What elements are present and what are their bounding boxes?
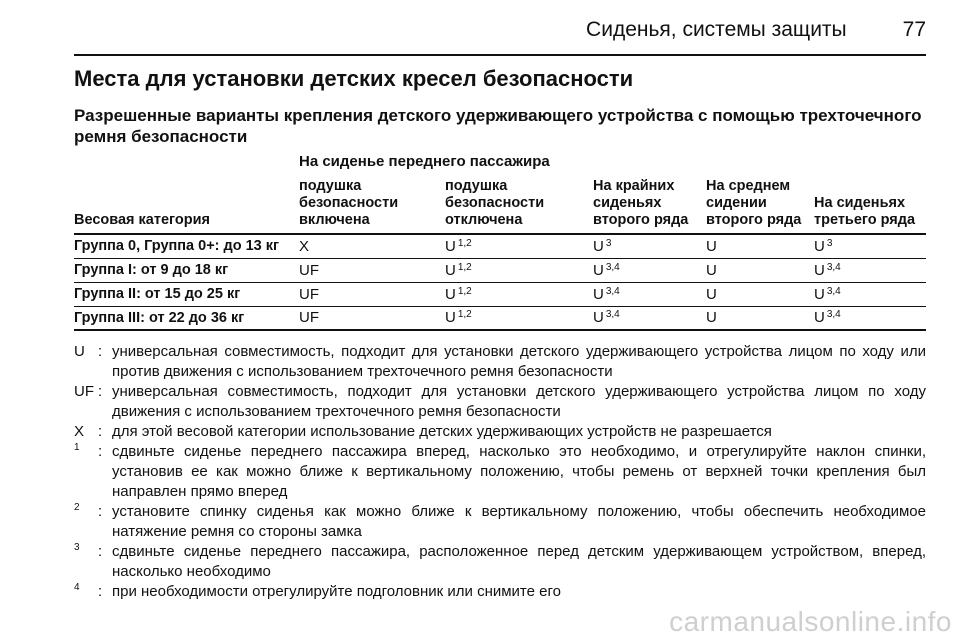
compatibility-cell xyxy=(593,234,706,258)
legend-text: сдвиньте сиденье переднего пассажира вперед, насколько это необходимо, и отрегулируйте наклон спинки, установив ее как можно ближе к вертикальному положению, чтобы ремень от верхней точки крепления был направлен прямо вперед xyxy=(112,443,926,500)
column-header-middle-second-row: На среднем сидении второго ряда xyxy=(706,178,802,228)
page-number: 77 xyxy=(902,18,926,41)
compatibility-cell xyxy=(299,282,445,306)
weight-category-cell: Группа III: от 22 до 36 кг xyxy=(74,309,245,326)
legend-note xyxy=(74,502,926,542)
legend-text: установите спинку сиденья как можно ближе к вертикальному положению, чтобы обеспечить необходимое натяжение ремня со стороны замка xyxy=(112,503,926,540)
compatibility-cell xyxy=(706,258,814,282)
legend-separator: : xyxy=(98,543,103,560)
section-title: Места для установки детских кресел безопасности xyxy=(74,66,634,91)
legend-note xyxy=(74,382,926,422)
watermark: carmanualsonline.info xyxy=(669,606,952,637)
legend-text: сдвиньте сиденье переднего пассажира, расположенное перед детским удерживающем устройством, вперед, насколько необходимо xyxy=(112,543,926,580)
compatibility-cell xyxy=(299,234,445,258)
legend-key-label: 1 xyxy=(74,442,80,453)
compatibility-cell xyxy=(706,282,814,306)
column-header-airbag-on: подушка безопасности включена xyxy=(299,178,399,228)
compatibility-cell xyxy=(593,306,706,330)
compatibility-code: U xyxy=(593,237,604,255)
legend-notes xyxy=(74,342,926,602)
compatibility-code: U xyxy=(445,237,456,255)
legend-key-label: X xyxy=(74,423,85,440)
table-row xyxy=(74,234,926,258)
weight-category-cell: Группа I: от 9 до 18 кг xyxy=(74,262,229,278)
compatibility-cell xyxy=(814,234,926,258)
compatibility-code: U xyxy=(814,309,825,327)
compatibility-cell xyxy=(445,258,593,282)
table-group-header: На сиденье переднего пассажира xyxy=(299,153,550,170)
compatibility-code: U xyxy=(814,237,825,255)
legend-key xyxy=(74,382,98,422)
legend-separator: : xyxy=(98,503,103,520)
compatibility-code: U xyxy=(445,261,456,279)
legend-key-label: 3 xyxy=(74,542,80,553)
compatibility-cell xyxy=(593,258,706,282)
table-row xyxy=(74,282,926,306)
legend-text: универсальная совместимость, подходит для установки детского удерживающего устройства лицом по ходу движения с использованием трехточечного ремня безопасности xyxy=(112,383,926,420)
legend-separator: : xyxy=(98,423,103,440)
footnote-ref: 3,4 xyxy=(605,285,620,297)
compatibility-code: U xyxy=(706,285,717,303)
compatibility-code: U xyxy=(814,261,825,279)
legend-key-label: 2 xyxy=(74,502,80,513)
compatibility-cell xyxy=(814,282,926,306)
legend-separator: : xyxy=(98,443,103,460)
legend-key xyxy=(74,502,98,542)
legend-note xyxy=(74,542,926,582)
footnote-ref: 3,4 xyxy=(605,309,620,321)
compatibility-cell xyxy=(706,306,814,330)
compatibility-cell xyxy=(445,234,593,258)
compatibility-code: U xyxy=(445,309,456,327)
compatibility-cell xyxy=(593,282,706,306)
footnote-ref: 3,4 xyxy=(826,309,841,321)
legend-text: универсальная совместимость, подходит для установки детского удерживающего устройства лицом по ходу или против движения с использованием трехточечного ремня безопасности xyxy=(112,343,926,380)
compatibility-cell xyxy=(445,282,593,306)
compatibility-code: UF xyxy=(299,285,319,303)
compatibility-code: UF xyxy=(299,309,319,327)
legend-key-label: U xyxy=(74,343,85,360)
footnote-ref: 1,2 xyxy=(457,309,472,321)
compatibility-cell xyxy=(299,258,445,282)
legend-separator: : xyxy=(98,583,103,600)
footnote-ref: 1,2 xyxy=(457,261,472,273)
compatibility-code: U xyxy=(593,285,604,303)
legend-separator: : xyxy=(98,343,103,360)
legend-key xyxy=(74,542,98,582)
column-header-third-row: На сиденьях третьего ряда xyxy=(814,195,916,228)
page-header xyxy=(74,0,926,56)
section-subtitle: Разрешенные варианты крепления детского удерживающего устройства с помощью трехточечного ремня безопасности xyxy=(74,106,922,146)
footnote-ref: 3,4 xyxy=(605,261,620,273)
legend-key-label: 4 xyxy=(74,582,80,593)
compatibility-code: UF xyxy=(299,261,319,279)
legend-key xyxy=(74,342,98,382)
weight-category-cell: Группа 0, Группа 0+: до 13 кг xyxy=(74,238,280,255)
legend-key-label: UF xyxy=(74,383,94,400)
compatibility-code: U xyxy=(706,237,717,255)
running-title: Сиденья, системы защиты xyxy=(586,18,847,41)
compatibility-code: U xyxy=(706,309,717,327)
legend-key xyxy=(74,582,98,602)
column-header-weight: Весовая категория xyxy=(74,212,210,228)
footnote-ref: 1,2 xyxy=(457,285,472,297)
compatibility-cell xyxy=(299,306,445,330)
table-header-row xyxy=(74,172,926,234)
legend-separator: : xyxy=(98,383,103,400)
legend-note xyxy=(74,342,926,382)
legend-text: для этой весовой категории использование детских удерживающих устройств не разрешается xyxy=(112,423,772,440)
compatibility-code: X xyxy=(299,237,310,255)
compatibility-cell xyxy=(706,234,814,258)
footnote-ref: 3 xyxy=(605,237,612,249)
legend-text: при необходимости отрегулируйте подголовник или снимите его xyxy=(112,583,561,600)
column-header-airbag-off: подушка безопасности отключена xyxy=(445,178,545,228)
page xyxy=(74,0,926,600)
compatibility-code: U xyxy=(706,261,717,279)
table-row xyxy=(74,306,926,330)
footnote-ref: 1,2 xyxy=(457,237,472,249)
legend-note xyxy=(74,442,926,502)
legend-note xyxy=(74,422,926,442)
compatibility-code: U xyxy=(814,285,825,303)
compatibility-code: U xyxy=(445,285,456,303)
compatibility-code: U xyxy=(593,309,604,327)
child-seat-table xyxy=(74,172,926,331)
weight-category-cell: Группа II: от 15 до 25 кг xyxy=(74,286,241,302)
footnote-ref: 3 xyxy=(826,237,833,249)
legend-note xyxy=(74,582,926,602)
compatibility-cell xyxy=(814,306,926,330)
footnote-ref: 3,4 xyxy=(826,261,841,273)
legend-key xyxy=(74,442,98,502)
column-header-outer-second-row: На крайних сиденьях второго ряда xyxy=(593,178,689,228)
compatibility-code: U xyxy=(593,261,604,279)
table-row xyxy=(74,258,926,282)
footnote-ref: 3,4 xyxy=(826,285,841,297)
compatibility-cell xyxy=(445,306,593,330)
compatibility-cell xyxy=(814,258,926,282)
